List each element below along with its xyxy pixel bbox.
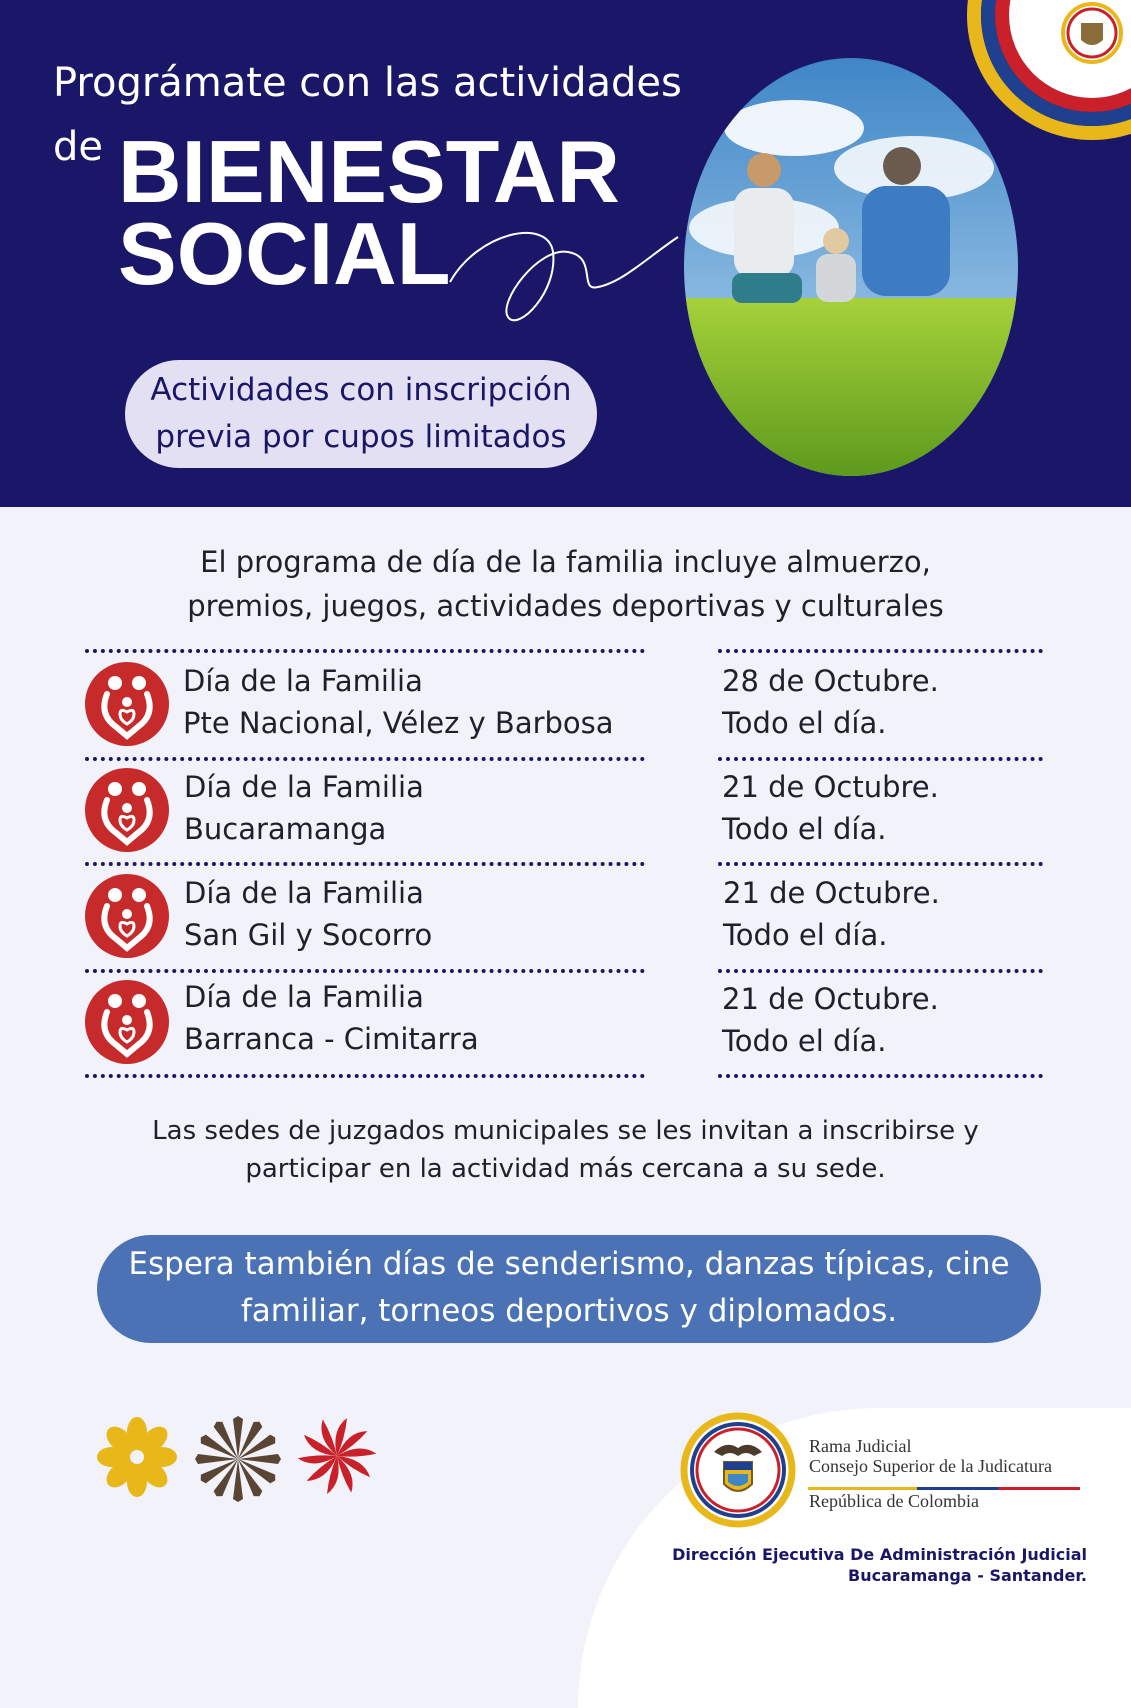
separator — [718, 757, 1043, 761]
colombia-seal-icon — [680, 1412, 796, 1528]
separator — [718, 649, 1043, 653]
program-intro — [100, 540, 1031, 628]
header-title-line1: BIENESTAR — [118, 122, 620, 221]
event-3-date: 21 de Octubre. — [723, 876, 940, 910]
header-pretitle: Prográmate con las actividades — [53, 60, 682, 106]
separator — [718, 969, 1043, 973]
direction-location: Bucaramanga - Santander. — [848, 1566, 1087, 1585]
org-country: República de Colombia — [809, 1491, 979, 1511]
event-2-name: Día de la Familia — [184, 770, 424, 804]
separator — [85, 969, 645, 973]
event-2-date: 21 de Octubre. — [722, 770, 939, 804]
separator — [85, 862, 645, 866]
event-4-name: Día de la Familia — [184, 980, 424, 1014]
event-3-place: San Gil y Socorro — [184, 918, 433, 952]
pinwheel-flower-icon — [296, 1415, 378, 1497]
family-heart-icon — [85, 874, 169, 958]
event-4-place: Barranca - Cimitarra — [184, 1022, 479, 1056]
intro-line1: El programa de día de la familia incluye almuerzo, — [200, 545, 931, 579]
colombia-seal-icon — [1063, 4, 1121, 62]
sun-flower-icon — [95, 1415, 179, 1499]
invitation-note — [90, 1112, 1041, 1188]
corner-seal-decoration — [940, 0, 1131, 150]
event-2-time: Todo el día. — [722, 812, 887, 846]
registration-line1: Actividades con inscripción — [150, 372, 572, 408]
direction-name: Dirección Ejecutiva De Administración Judicial — [672, 1545, 1087, 1564]
upcoming-activities-banner — [97, 1235, 1041, 1343]
event-1-time: Todo el día. — [722, 706, 887, 740]
banner-line1: Espera también días de senderismo, danzas típicas, cine — [128, 1246, 1010, 1282]
org-name: Rama Judicial — [809, 1436, 912, 1456]
separator — [85, 649, 645, 653]
registration-line2: previa por cupos limitados — [155, 419, 567, 455]
note-line2: participar en la actividad más cercana a su sede. — [245, 1154, 886, 1184]
event-4-date: 21 de Octubre. — [722, 982, 939, 1016]
event-3-time: Todo el día. — [723, 918, 888, 952]
note-line1: Las sedes de juzgados municipales se les invitan a inscribirse y — [152, 1116, 979, 1146]
intro-line2: premios, juegos, actividades deportivas y culturales — [187, 589, 944, 623]
squiggle-decoration — [448, 222, 688, 332]
separator — [718, 1074, 1043, 1078]
separator — [85, 757, 645, 761]
header-title-line2: SOCIAL — [118, 204, 451, 303]
family-heart-icon — [85, 662, 169, 746]
registration-pill — [125, 360, 597, 468]
separator — [718, 862, 1043, 866]
event-1-name: Día de la Familia — [183, 664, 423, 698]
family-heart-icon — [85, 768, 169, 852]
banner-line2: familiar, torneos deportivos y diplomados. — [240, 1293, 898, 1329]
event-3-name: Día de la Familia — [184, 876, 424, 910]
tricolor-rule — [808, 1487, 1080, 1490]
separator — [85, 1074, 645, 1078]
family-heart-icon — [85, 980, 169, 1064]
header-de: de — [53, 124, 103, 170]
event-2-place: Bucaramanga — [184, 812, 387, 846]
event-1-date: 28 de Octubre. — [722, 664, 939, 698]
event-1-place: Pte Nacional, Vélez y Barbosa — [183, 706, 614, 740]
event-4-time: Todo el día. — [722, 1024, 887, 1058]
org-council: Consejo Superior de la Judicatura — [809, 1456, 1052, 1476]
star-flower-icon — [194, 1415, 282, 1503]
